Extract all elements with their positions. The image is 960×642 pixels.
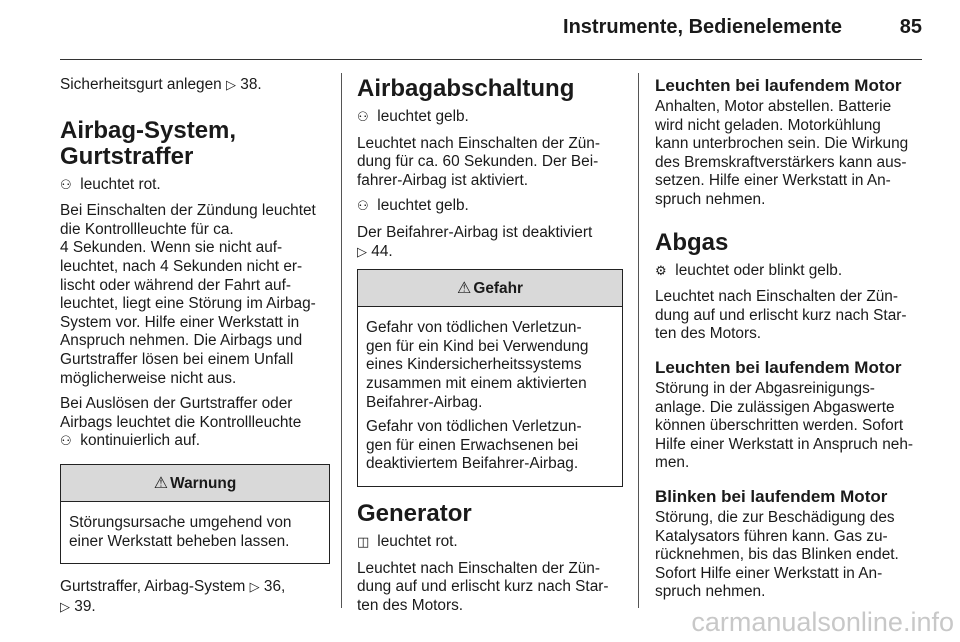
page-header [60,16,922,46]
reference-arrow-icon: ▷ [226,78,236,93]
abgas-paragraph: Leuchtet nach Einschalten der Zün- dung auf und erlischt kurz nach Star- ten des Motors. [655,288,907,343]
warning-box-body: Störungsursache umgehend von einer Werkstatt beheben lassen. [69,513,292,550]
danger-box [357,269,623,487]
danger-box-header: ⚠ Gefahr [358,270,622,307]
engine-check-icon: ⚙ [655,263,667,279]
subheading-blinking: Blinken bei laufendem Motor [655,486,888,506]
battery-icon: ◫ [357,534,370,550]
column-divider-right [638,73,639,608]
running-light-paragraph-1: Anhalten, Motor abstellen. Batterie wird nicht geladen. Motorkühlung kann unterbrochen sein. Die Wirkung des Bremskraftverstärkers kann aus- setzen. Hilfe einer Werkstatt in An- spruch nehmen. [655,98,909,208]
reference-arrow-icon: ▷ [60,599,70,615]
airbag-off-icon: ⚇ [357,110,369,125]
running-light-paragraph-2: Störung in der Abgasreinigungs- anlage. Die zulässigen Abgaswerte können überschritten werden. Sofort Hilfe einer Werkstatt in Anspruch neh- men. [655,379,914,472]
warning-triangle-icon: ⚠ [153,472,169,492]
reference-arrow-icon: ▷ [357,244,367,260]
airbag-person-icon: ⚇ [60,177,72,193]
middle-column [357,76,623,622]
section-heading-airbag: Airbag-System, Gurtstraffer [60,116,237,170]
airbag-off-status-1: ⚇ leuchtet gelb. [357,108,623,128]
airbag-person-icon: ⚇ [60,434,72,450]
left-column [60,76,330,624]
intro-reference[interactable]: 38. [240,76,262,93]
airbag-off-paragraph-1: Leuchtet nach Einschalten der Zün- dung für ca. 60 Sekunden. Der Bei- fahrer-Airbag ist aktiviert. [357,134,600,189]
right-column [655,76,923,609]
airbag-description: Bei Einschalten der Zündung leuchtet die Kontrollleuchte für ca. 4 Sekunden. Wenn sie nicht auf- leuchtet, nach 4 Sekunden nicht er- lischt oder während der Fahrt auf- leuchtet, liegt eine Störung im Airbag- System vor. Hilfe einer Werkstatt in Anspruch nehmen. Die Airbags und Gurtstraffer lösen bei einem Unfall möglicherweise nicht aus. [60,202,316,387]
warning-box [60,464,330,564]
warning-triangle-icon: ⚠ [457,278,472,298]
page-number: 85 [899,16,922,38]
abgas-status: ⚙ leuchtet oder blinkt gelb. [655,262,923,282]
section-heading-abgas: Abgas [655,228,729,256]
airbag-system-reference: Gurtstraffer, Airbag-System ▷ 36, ▷ 39. [60,578,286,615]
intro-paragraph: Sicherheitsgurt anlegen ▷ 38. [60,76,262,93]
section-heading-generator: Generator [357,499,472,527]
airbag-off-icon: ⚇ [357,199,369,215]
subheading-running-light-2: Leuchten bei laufendem Motor [655,357,902,377]
airbag-status-line: ⚇ leuchtet rot. [60,176,330,196]
warning-box-header: ⚠ Warnung [61,465,329,502]
subheading-running-light-1: Leuchten bei laufendem Motor [655,76,902,95]
blinking-paragraph: Störung, die zur Beschädigung des Katalysators führen kann. Gas zu- rücknehmen, bis das Blinken endet. Sofort Hilfe einer Werkstatt in An- spruch nehmen. [655,508,899,601]
header-divider [60,59,922,60]
watermark: carmanualsonline.info [691,607,954,637]
airbag-off-paragraph-2: Der Beifahrer-Airbag ist deaktiviert ▷ 44. [357,223,593,260]
generator-paragraph: Leuchtet nach Einschalten der Zün- dung auf und erlischt kurz nach Star- ten des Motors. [357,559,609,614]
danger-box-body: Gefahr von tödlichen Verletzun- gen für ein Kind bei Verwendung eines Kindersicherheitssystems zusammen mit einem aktivierten Beifahrer-Airbag. Gefahr von tödlichen Verletzun- gen für einen Erwachsenen bei deaktiviertem Beifahrer-Airbag. [366,319,589,473]
header-title: Instrumente, Bedienelemente [563,16,842,38]
column-divider-left [341,73,342,608]
airbag-trigger-paragraph: Bei Auslösen der Gurtstraffer oder Airbags leuchtet die Kontrollleuchte ⚇ kontinuierlich auf. [60,395,330,452]
section-heading-airbag-off: Airbagabschaltung [357,75,575,102]
airbag-off-status-2: ⚇ leuchtet gelb. [357,197,623,217]
reference-arrow-icon: ▷ [249,580,260,596]
generator-status: ◫ leuchtet rot. [357,533,623,553]
